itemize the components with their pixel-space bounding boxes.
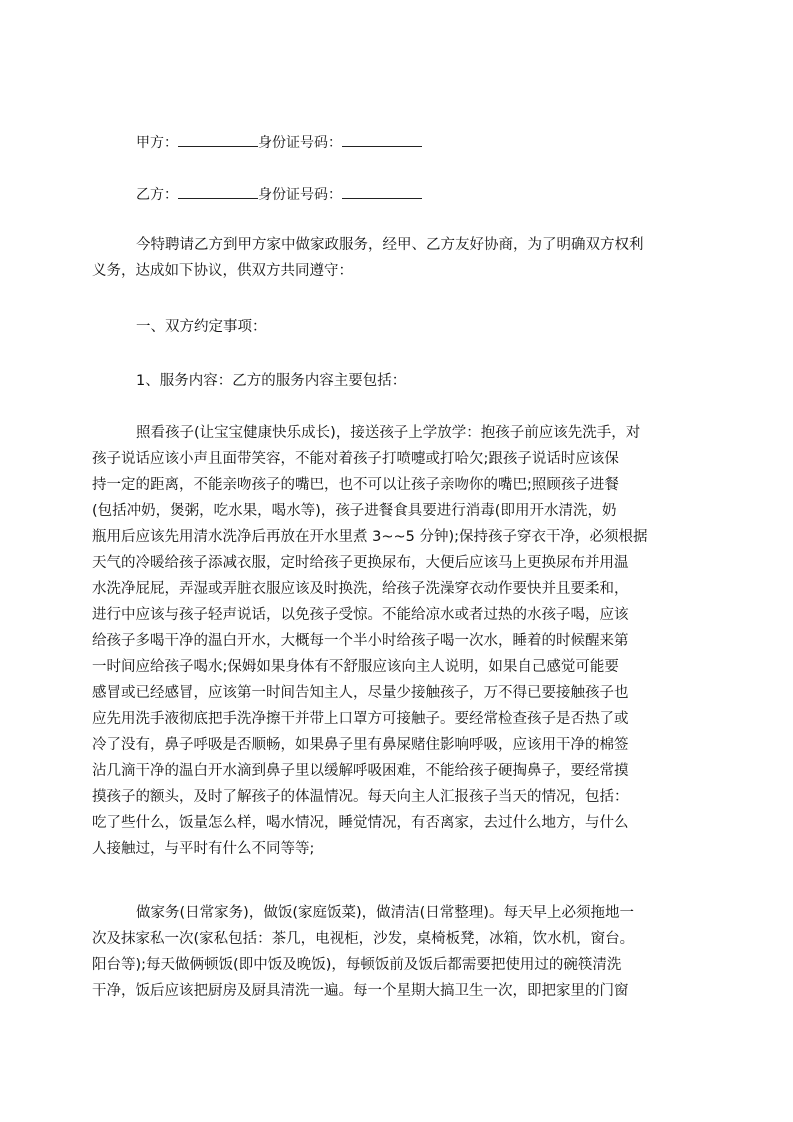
party-b-line <box>136 184 422 205</box>
intro-line: 义务，达成如下协议，供双方共同遵守： <box>92 263 353 279</box>
childcare-line: 应先用洗手液彻底把手洗净擦干并带上口罩方可接触子。要经常检查孩子是否热了或 <box>92 711 629 727</box>
party-a-id-label: 身份证号码： <box>258 135 342 151</box>
housework-line: 阳台等);每天做俩顿饭(即中饭及晚饭)，每顿饭前及饭后都需要把使用过的碗筷清洗 <box>92 957 622 973</box>
housework-line: 次及抹家私一次(家私包括：茶几，电视柜，沙发，桌椅板凳，冰箱，饮水机，窗台。 <box>92 931 635 947</box>
childcare-line: (包括冲奶，煲粥，吃水果，喝水等)，孩子进餐食具要进行消毒(即用开水清洗，奶 <box>92 503 617 519</box>
intro-paragraph <box>92 232 698 284</box>
childcare-line: 冷了没有，鼻子呼吸是否顺畅，如果鼻子里有鼻屎赌住影响呼吸，应该用干净的棉签 <box>92 737 629 753</box>
childcare-line: 瓶用后应该先用清水洗净后再放在开水里煮 3~~5 分钟);保持孩子穿衣干净，必须根据 <box>92 529 648 545</box>
party-b-name-blank <box>178 184 258 199</box>
party-a-line <box>136 132 422 153</box>
housework-paragraph <box>92 900 698 1004</box>
childcare-line: 摸孩子的额头，及时了解孩子的体温情况。每天向主人汇报孩子当天的情况，包括： <box>92 789 629 805</box>
party-a-id-blank <box>342 132 422 147</box>
intro-line: 今特聘请乙方到甲方家中做家政服务，经甲、乙方友好协商，为了明确双方权利 <box>136 237 644 253</box>
childcare-line: 进行中应该与孩子轻声说话，以免孩子受惊。不能给凉水或者过热的水孩子喝，应该 <box>92 607 629 623</box>
housework-line: 干净，饭后应该把厨房及厨具清洗一遍。每一个星期大搞卫生一次，即把家里的门窗 <box>92 983 629 999</box>
section-heading-1 <box>92 314 698 340</box>
party-a-name-blank <box>178 132 258 147</box>
party-b-id-blank <box>342 184 422 199</box>
party-a-label: 甲方： <box>136 135 178 151</box>
item-1-heading <box>92 368 698 394</box>
childcare-line: 沾几滴干净的温白开水滴到鼻子里以缓解呼吸困难，不能给孩子硬掏鼻子，要经常摸 <box>92 763 629 779</box>
childcare-line: 孩子说话应该小声且面带笑容，不能对着孩子打喷嚏或打哈欠;跟孩子说话时应该保 <box>92 451 619 467</box>
party-b-id-label: 身份证号码： <box>258 187 342 203</box>
childcare-line: 感冒或已经感冒，应该第一时间告知主人，尽量少接触孩子，万不得已要接触孩子也 <box>92 685 629 701</box>
childcare-line: 给孩子多喝干净的温白开水，大概每一个半小时给孩子喝一次水，睡着的时候醒来第 <box>92 633 629 649</box>
childcare-line: 持一定的距离，不能亲吻孩子的嘴巴，也不可以让孩子亲吻你的嘴巴;照顾孩子进餐 <box>92 477 619 493</box>
party-b-label: 乙方： <box>136 187 178 203</box>
childcare-line: 天气的冷暖给孩子添减衣服，定时给孩子更换尿布，大便后应该马上更换尿布并用温 <box>92 555 629 571</box>
childcare-line: 水洗净屁屁，弄湿或弄脏衣服应该及时换洗，给孩子洗澡穿衣动作要快并且要柔和， <box>92 581 629 597</box>
childcare-line: 一时间应给孩子喝水;保姆如果身体有不舒服应该向主人说明，如果自己感觉可能要 <box>92 659 619 675</box>
housework-line: 做家务(日常家务)，做饭(家庭饭菜)，做清洁(日常整理)。每天早上必须拖地一 <box>136 905 634 921</box>
childcare-paragraph <box>92 420 698 862</box>
childcare-line: 照看孩子(让宝宝健康快乐成长)，接送孩子上学放学：抱孩子前应该先洗手，对 <box>136 425 641 441</box>
item-1-title: 1、服务内容：乙方的服务内容主要包括： <box>136 373 407 389</box>
childcare-line: 吃了些什么，饭量怎么样，喝水情况，睡觉情况，有否离家，去过什么地方，与什么 <box>92 815 629 831</box>
childcare-line: 人接触过，与平时有什么不同等等; <box>92 841 315 857</box>
section-1-title: 一、双方约定事项： <box>136 319 267 335</box>
